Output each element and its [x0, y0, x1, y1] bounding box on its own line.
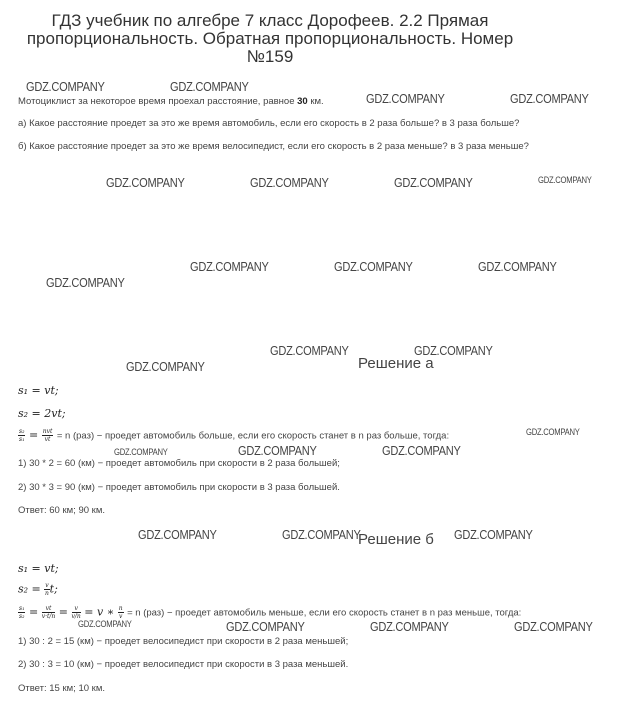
problem-part-a: а) Какое расстояние проедет за это же время автомобиль, если его скорость в 2 раза больше? в 3 раза больше?: [18, 118, 520, 129]
solution-a-heading: Решение а: [358, 355, 434, 372]
solution-b-ratio: $\frac{\text{s₁}}{\text{s₂}}$ = $\frac{vt}{v\cdot t/n}$ = $\frac{v}{v/n}$ = v ∗ $\frac{n}{v}$ = n (раз) − проедет автомобиль меньше, если его скорость станет в n раз меньше, тогда:: [19, 605, 522, 620]
watermark: GDZ.COMPANY: [282, 527, 361, 542]
watermark: GDZ.COMPANY: [382, 443, 461, 458]
problem-intro: [18, 96, 324, 107]
solution-a-ratio: $\frac{\text{s₂}}{\text{s₁}}$ = $\frac{\text{nvt}}{vt}$ = n (раз) − проедет автомобиль больше, если его скорость станет в n раз больше, тогда:: [19, 428, 450, 443]
problem-intro-text: Мотоциклист за некоторое время проехал расстояние, равное: [18, 96, 298, 107]
watermark: GDZ.COMPANY: [454, 527, 533, 542]
watermark: GDZ.COMPANY: [270, 343, 349, 358]
problem-intro-value: 30: [297, 96, 308, 107]
watermark: GDZ.COMPANY: [394, 175, 473, 190]
watermark: GDZ.COMPANY: [414, 343, 493, 358]
problem-part-b: б) Какое расстояние проедет за это же время велосипедист, если его скорость в 2 раза меньше? в 3 раза меньше?: [18, 141, 529, 152]
watermark: GDZ.COMPANY: [138, 527, 217, 542]
problem-intro-unit: км.: [307, 96, 324, 107]
ratio-fraction-b2: $\frac{vt}{v\cdot t/n}$: [41, 605, 56, 620]
watermark: GDZ.COMPANY: [514, 619, 593, 634]
ratio-fraction-b4: $\frac{n}{v}$: [118, 605, 123, 620]
ratio-fraction-b3: $\frac{v}{v/n}$: [71, 605, 81, 620]
v-over-n-fraction: $\frac{v}{n}$: [45, 582, 49, 597]
watermark: GDZ.COMPANY: [26, 79, 105, 94]
watermark: GDZ.COMPANY: [46, 275, 125, 290]
solution-b-line2: 2) 30 : 3 = 10 (км) − проедет велосипедист при скорости в 3 раза меньшей.: [18, 659, 349, 670]
watermark: GDZ.COMPANY: [238, 443, 317, 458]
solution-a-eq1: s₁ = vt;: [18, 384, 59, 397]
watermark: GDZ.COMPANY: [250, 175, 329, 190]
solution-b-eq2-lead: s₂ =: [18, 582, 45, 596]
watermark: GDZ.COMPANY: [114, 447, 168, 457]
solution-a-line1: 1) 30 * 2 = 60 (км) − проедет автомобиль при скорости в 2 раза большей;: [18, 458, 340, 469]
watermark: GDZ.COMPANY: [190, 259, 269, 274]
watermark: GDZ.COMPANY: [538, 175, 592, 185]
solution-b-heading: Решение б: [358, 531, 434, 548]
solution-b-eq2: [18, 582, 58, 597]
page-title: ГДЗ учебник по алгебре 7 класс Дорофеев. 2.2 Прямая пропорциональность. Обратная пропорциональность. Номер №159: [26, 11, 514, 66]
solution-a-eq2: s₂ = 2vt;: [18, 407, 66, 420]
solution-b-eq1: s₁ = vt;: [18, 562, 59, 575]
ratio-fraction-b: $\frac{\text{s₁}}{\text{s₂}}$: [19, 605, 25, 620]
watermark: GDZ.COMPANY: [510, 91, 589, 106]
watermark: GDZ.COMPANY: [366, 91, 445, 106]
watermark: GDZ.COMPANY: [226, 619, 305, 634]
watermark: GDZ.COMPANY: [126, 359, 205, 374]
watermark: GDZ.COMPANY: [370, 619, 449, 634]
ratio-fraction-2: $\frac{\text{nvt}}{vt}$: [42, 428, 53, 443]
watermark: GDZ.COMPANY: [526, 427, 580, 437]
solution-a-ratio-text: = n (раз) − проедет автомобиль больше, если его скорость станет в n раз больше, тогда:: [56, 430, 450, 442]
solution-b-answer: Ответ: 15 км; 10 км.: [18, 683, 105, 694]
solution-b-ratio-text: = n (раз) − проедет автомобиль меньше, если его скорость станет в n раз меньше, тогда:: [127, 607, 522, 619]
solution-b-eq2-tail: t;: [49, 582, 58, 596]
solution-b-line1: 1) 30 : 2 = 15 (км) − проедет велосипедист при скорости в 2 раза меньшей;: [18, 636, 349, 647]
watermark: GDZ.COMPANY: [78, 619, 132, 629]
ratio-fraction: $\frac{\text{s₂}}{\text{s₁}}$: [19, 428, 25, 443]
solution-a-line2: 2) 30 * 3 = 90 (км) − проедет автомобиль при скорости в 3 раза большей.: [18, 482, 340, 493]
watermark: GDZ.COMPANY: [478, 259, 557, 274]
solution-a-answer: Ответ: 60 км; 90 км.: [18, 505, 105, 516]
watermark: GDZ.COMPANY: [334, 259, 413, 274]
watermark: GDZ.COMPANY: [106, 175, 185, 190]
watermark: GDZ.COMPANY: [170, 79, 249, 94]
